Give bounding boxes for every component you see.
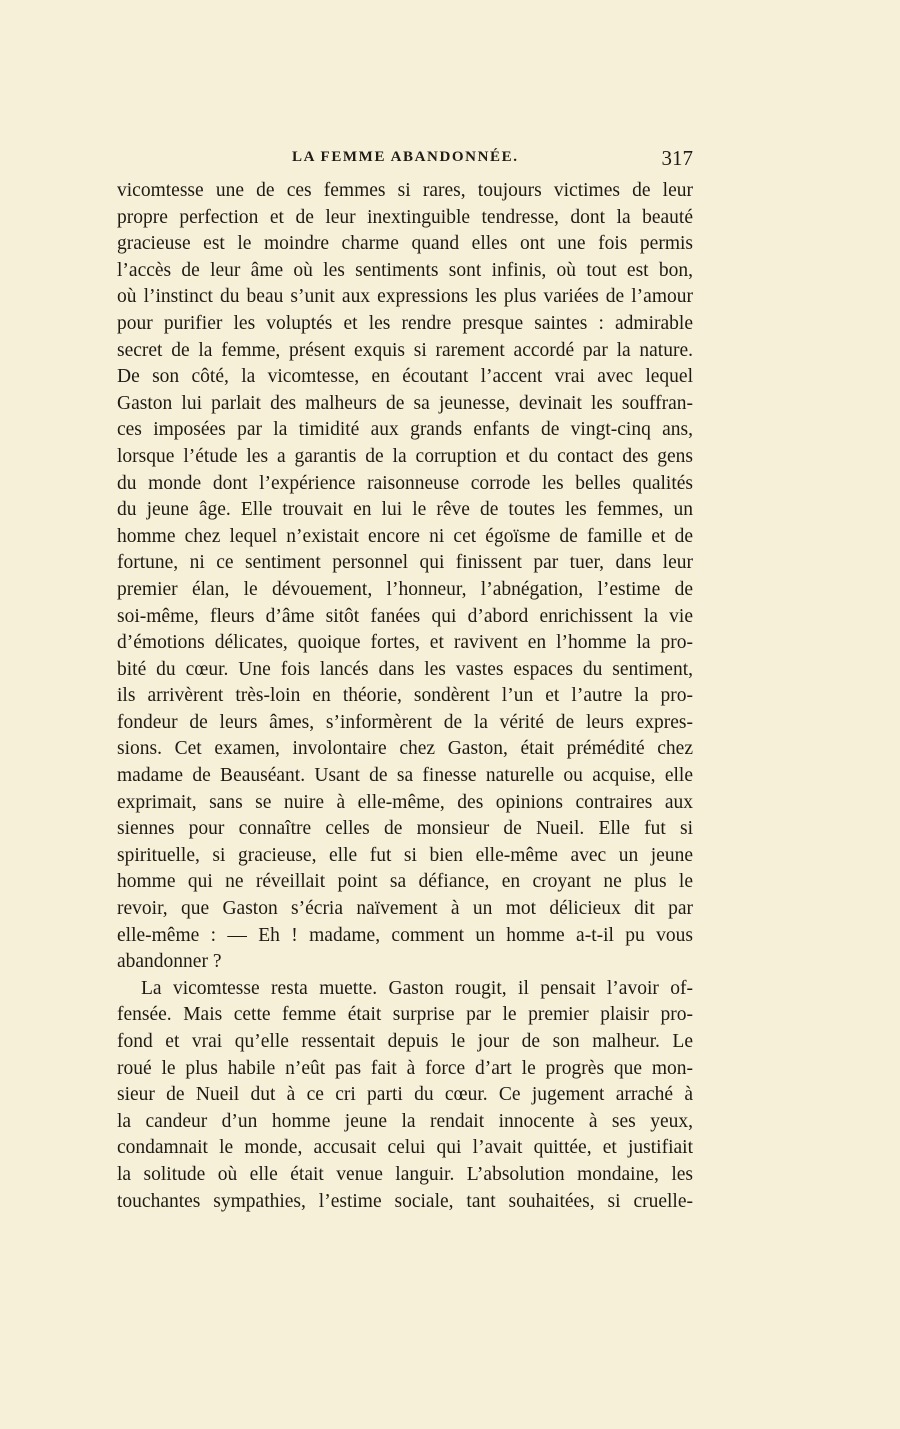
text-line: [117, 683, 693, 710]
text-line-content: secret de la femme, présent exquis si rarement accordé par la nature.: [117, 339, 693, 361]
text-line: [117, 1189, 693, 1216]
text-line: [117, 577, 693, 604]
text-line-content: spirituelle, si gracieuse, elle fut si bien elle-même avec un jeune: [117, 844, 693, 866]
text-line-content: bité du cœur. Une fois lancés dans les vastes espaces du sentiment,: [117, 658, 693, 680]
text-line-content: propre perfection et de leur inextinguible tendresse, dont la beauté: [117, 206, 693, 228]
text-line-content: où l’instinct du beau s’unit aux expressions les plus variées de l’amour: [117, 286, 693, 308]
text-line: [117, 550, 693, 577]
text-line: [117, 417, 693, 444]
page-body-text: [117, 178, 693, 1215]
text-line: [117, 1029, 693, 1056]
text-line: [117, 976, 693, 1003]
text-line: [117, 1002, 693, 1029]
text-line: [117, 338, 693, 365]
text-line: [117, 284, 693, 311]
text-line-content: ces imposées par la timidité aux grands enfants de vingt-cinq ans,: [117, 419, 693, 441]
text-line: [117, 1082, 693, 1109]
text-line-content: Gaston lui parlait des malheurs de sa jeunesse, devinait les souffran-: [117, 392, 693, 414]
text-line-content: lorsque l’étude les a garantis de la corruption et du contact des gens: [117, 445, 693, 467]
text-line-content: sions. Cet examen, involontaire chez Gaston, était prémédité chez: [117, 738, 693, 760]
text-line-content: revoir, que Gaston s’écria naïvement à un mot délicieux dit par: [117, 898, 693, 920]
text-line: [117, 364, 693, 391]
text-line: [117, 1109, 693, 1136]
text-line-content: homme qui ne réveillait point sa défiance, en croyant ne plus le: [117, 871, 693, 893]
text-line: [117, 657, 693, 684]
text-line-content: homme chez lequel n’existait encore ni cet égoïsme de famille et de: [117, 525, 693, 547]
text-line-content: abandonner ?: [117, 951, 222, 973]
text-line-content: ils arrivèrent très-loin en théorie, sondèrent l’un et l’autre la pro-: [117, 685, 693, 707]
text-line: [117, 710, 693, 737]
text-line: [117, 949, 693, 976]
text-line-content: La vicomtesse resta muette. Gaston rougit, il pensait l’avoir of-: [141, 977, 693, 999]
text-line: [117, 258, 693, 285]
text-line: [117, 1162, 693, 1189]
text-line: [117, 869, 693, 896]
text-line-content: vicomtesse une de ces femmes si rares, toujours victimes de leur: [117, 180, 693, 201]
text-line: [117, 524, 693, 551]
text-line-content: fond et vrai qu’elle ressentait depuis le jour de son malheur. Le: [117, 1031, 693, 1052]
text-line: [117, 843, 693, 870]
text-line: [117, 896, 693, 923]
text-line: [117, 1056, 693, 1083]
text-line-content: l’accès de leur âme où les sentiments sont infinis, où tout est bon,: [117, 259, 693, 281]
text-line-content: d’émotions délicates, quoique fortes, et ravivent en l’homme la pro-: [117, 632, 693, 654]
text-line-content: fondeur de leurs âmes, s’informèrent de la vérité de leurs expres-: [117, 711, 693, 733]
text-line-content: pour purifier les voluptés et les rendre presque saintes : admirable: [117, 312, 693, 334]
text-line-content: De son côté, la vicomtesse, en écoutant l’accent vrai avec lequel: [117, 366, 693, 388]
text-line-content: touchantes sympathies, l’estime sociale, tant souhaitées, si cruelle-: [117, 1190, 693, 1212]
text-line-content: madame de Beauséant. Usant de sa finesse naturelle ou acquise, elle: [117, 765, 693, 787]
text-line: [117, 816, 693, 843]
text-line: [117, 1135, 693, 1162]
text-line: [117, 497, 693, 524]
text-line-content: elle-même : — Eh ! madame, comment un homme a-t-il pu vous: [117, 924, 693, 946]
text-line: [117, 471, 693, 498]
text-line: [117, 736, 693, 763]
text-line: [117, 923, 693, 950]
text-line: [117, 604, 693, 631]
text-line-content: roué le plus habile n’eût pas fait à force d’art le progrès que mon-: [117, 1057, 693, 1079]
text-line: [117, 630, 693, 657]
text-line: [117, 311, 693, 338]
text-line: [117, 790, 693, 817]
text-line-content: fortune, ni ce sentiment personnel qui finissent par tuer, dans leur: [117, 552, 693, 574]
text-line-content: exprimait, sans se nuire à elle-même, des opinions contraires aux: [117, 791, 693, 813]
text-line: [117, 178, 693, 205]
text-line-content: gracieuse est le moindre charme quand elles ont une fois permis: [117, 233, 693, 255]
text-line: [117, 391, 693, 418]
text-line: [117, 444, 693, 471]
text-line-content: siennes pour connaître celles de monsieur de Nueil. Elle fut si: [117, 818, 693, 840]
text-line-content: condamnait le monde, accusait celui qui l’avait quittée, et justifiait: [117, 1137, 693, 1159]
text-line-content: la solitude où elle était venue languir. L’absolution mondaine, les: [117, 1163, 693, 1185]
running-title: LA FEMME ABANDONNÉE.: [292, 149, 519, 165]
text-line: [117, 205, 693, 232]
text-line-content: la candeur d’un homme jeune la rendait innocente à ses yeux,: [117, 1110, 693, 1132]
text-line-content: soi-même, fleurs d’âme sitôt fanées qui d’abord enrichissent la vie: [117, 605, 693, 627]
text-line-content: sieur de Nueil dut à ce cri parti du cœur. Ce jugement arraché à: [117, 1084, 693, 1106]
text-line-content: du monde dont l’expérience raisonneuse corrode les belles qualités: [117, 472, 693, 494]
running-header: [117, 146, 693, 174]
page-number: 317: [661, 146, 693, 170]
text-line: [117, 763, 693, 790]
text-line: [117, 231, 693, 258]
text-line-content: premier élan, le dévouement, l’honneur, l’abnégation, l’estime de: [117, 578, 693, 600]
text-line-content: du jeune âge. Elle trouvait en lui le rêve de toutes les femmes, un: [117, 499, 693, 521]
text-line-content: fensée. Mais cette femme était surprise par le premier plaisir pro-: [117, 1004, 693, 1026]
